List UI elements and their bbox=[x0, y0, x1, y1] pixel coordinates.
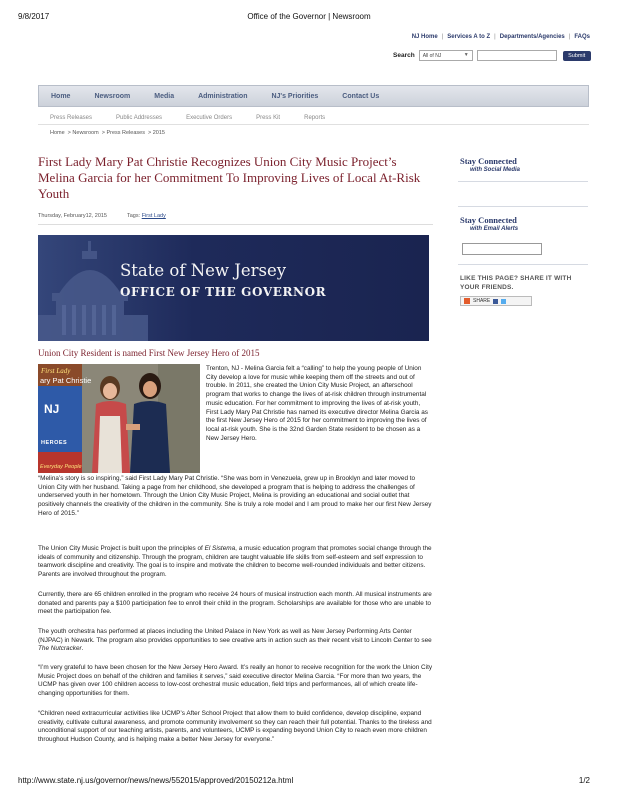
share-prompt: LIKE THIS PAGE? SHARE IT WITH YOUR FRIENDS. bbox=[460, 275, 572, 291]
photo-tagline: Everyday People bbox=[40, 464, 82, 470]
utility-nav bbox=[412, 34, 590, 40]
stay-connected-email-sub[interactable]: with Email Alerts bbox=[470, 226, 519, 232]
article-tags bbox=[127, 213, 166, 219]
article-date: Thursday, February12, 2015 bbox=[38, 213, 107, 219]
print-page-number: 1/2 bbox=[578, 776, 590, 785]
photo-heroes-label: HEROES bbox=[41, 440, 68, 446]
chevron-down-icon: ▼ bbox=[463, 52, 469, 58]
nav-media[interactable]: Media bbox=[154, 92, 175, 100]
banner-office-name: OFFICE OF THE GOVERNOR bbox=[120, 285, 327, 299]
paragraph-5-text: The youth orchestra has performed at places including the United Palace in New York as well as New Jersey Performing Arts Center (NJPAC) in Newark. The program also provides opportunities to see creative arts in action such as their recent visit to Lincoln Center to see bbox=[38, 628, 432, 644]
photo-nj-logo: NJ bbox=[44, 402, 60, 416]
stay-connected-social-heading[interactable]: Stay Connected bbox=[460, 156, 517, 166]
util-link-departments[interactable]: Departments/Agencies bbox=[499, 34, 565, 40]
paragraph-3-emphasis: El Sistema bbox=[204, 545, 236, 552]
email-signup-input[interactable] bbox=[462, 243, 542, 255]
paragraph-1: Trenton, NJ - Melina Garcia felt a “calling” to help the young people of Union City develop a love for music while keeping them off the streets and out of trouble. In 2011, she created the Union City Music Project, an afterschool program that works to change the lives of at-risk children through instrumental music education. For her commitment to improving the lives of at-risk youth, First Lady Mary Pat Christie has named its executive director Melina Garcia as the first New Jersey Hero of 2015 for her commitment to improving the lives of local at-risk youth. She is the 32nd Garden State resident to be chosen as a New Jersey Hero. bbox=[206, 365, 428, 442]
breadcrumb-press-releases[interactable]: > Press Releases bbox=[101, 130, 145, 136]
print-title: Office of the Governor | Newsroom bbox=[247, 12, 371, 21]
subnav-executive-orders[interactable]: Executive Orders bbox=[186, 114, 233, 121]
stay-connected-email-heading[interactable]: Stay Connected bbox=[460, 215, 517, 225]
tags-label: Tags: bbox=[127, 213, 141, 219]
facebook-icon bbox=[493, 299, 498, 304]
search-label: Search bbox=[393, 52, 415, 59]
photo-caption-first-lady: First Lady bbox=[41, 367, 71, 375]
page-title: First Lady Mary Pat Christie Recognizes Union City Music Project’s Melina Garcia for her Commitment To Improving Lives of Local At-Risk Youth bbox=[38, 154, 421, 201]
tag-link[interactable]: First Lady bbox=[141, 213, 166, 219]
share-label: SHARE bbox=[473, 298, 491, 304]
paragraph-3 bbox=[38, 545, 433, 580]
search-scope-value: All of NJ bbox=[422, 53, 442, 59]
paragraph-5-emphasis: The Nutcracker bbox=[38, 645, 82, 653]
sub-nav bbox=[38, 111, 589, 125]
paragraph-4: Currently, there are 65 children enrolled in the program who receive 24 hours of musical instruction each month. All musical instruments are donated and parents pay a $100 participation fee to enroll their child in the program. Scholarships are available for those who are unable to meet the participation fee. bbox=[38, 591, 432, 616]
util-link-faqs[interactable]: FAQs bbox=[574, 34, 590, 40]
article-subheading: Union City Resident is named First New Jersey Hero of 2015 bbox=[38, 348, 260, 358]
print-url: http://www.state.nj.us/governor/news/news/552015/approved/20150212a.html bbox=[18, 776, 294, 785]
util-separator: | bbox=[494, 34, 496, 40]
stay-connected-social-sub[interactable]: with Social Media bbox=[470, 167, 521, 173]
search-bar bbox=[393, 50, 591, 61]
paragraph-7: “Children need extracurricular activities like UCMP’s After School Project that allow them to build confidence, develop discipline, expand creativity, cultivate cultural awareness, and promote community involvement so they can reach their full potential. Thanks to the tireless and unconditional support of our teaching artists, parents, and volunteers, UCMP is expanding beyond Union City to reach even more children throughout Hudson County, and is helping make a better New Jersey for everyone.” bbox=[38, 710, 432, 744]
search-scope-select[interactable] bbox=[419, 50, 473, 61]
subnav-press-releases[interactable]: Press Releases bbox=[50, 114, 93, 121]
util-link-nj-home[interactable]: NJ Home bbox=[411, 34, 438, 40]
paragraph-6: “I’m very grateful to have been chosen for the New Jersey Hero Award. It’s really an honor to receive recognition for the work the Union City Music Project does on behalf of the children and families it serves,” said executive director Melina Garcia. “For more than two years, the UCMP has given over 100 children access to low-cost orchestral music education, field trips and performances, all of which create life-changing opportunities for them. bbox=[38, 664, 433, 698]
main-nav bbox=[38, 85, 589, 107]
paragraph-5 bbox=[38, 628, 433, 654]
photo-caption-name: ary Pat Christie bbox=[40, 376, 92, 385]
article-photo bbox=[38, 364, 200, 473]
nav-administration[interactable]: Administration bbox=[198, 92, 248, 100]
breadcrumb bbox=[50, 130, 165, 136]
paragraph-5-text-end: . bbox=[81, 645, 84, 653]
subnav-public-addresses[interactable]: Public Addresses bbox=[116, 114, 163, 121]
nav-home[interactable]: Home bbox=[51, 92, 71, 100]
nav-newsroom[interactable]: Newsroom bbox=[94, 92, 131, 100]
util-separator: | bbox=[568, 34, 571, 40]
share-icon bbox=[464, 298, 470, 304]
sidebar-divider bbox=[458, 181, 588, 182]
nav-priorities[interactable]: NJ's Priorities bbox=[271, 92, 319, 100]
divider bbox=[38, 224, 433, 225]
util-link-services[interactable]: Services A to Z bbox=[447, 34, 491, 40]
print-date: 9/8/2017 bbox=[18, 12, 50, 21]
paragraph-3-text-end: , a music education program that promotes social change through the ideals of community and citizenship. Through the program, children are taught valuable life skills from self-esteem and self expression to teamwork discipline and creativity. The goal is to inspire and motivate the children to become well-rounded individuals and better citizens. Parents are involved throughout the program. bbox=[38, 545, 432, 579]
subnav-press-kit[interactable]: Press Kit bbox=[256, 114, 281, 121]
paragraph-2: “Melina’s story is so inspiring,” said First Lady Mary Pat Christie. “She was born in Venezuela, grew up in Brooklyn and later moved to Union City with her husband. Taking a page from her childhood, she developed a program that is helping to address the challenges of underserved youth in her hometown. Through the Union City Music Project, Melina is providing an educational and social outlet that positively channels the creativity of the children in the community. She is truly a role model and I am proud to make her our first New Jersey Hero of 2015.” bbox=[38, 475, 432, 517]
breadcrumb-year[interactable]: > 2015 bbox=[147, 130, 165, 136]
util-separator: | bbox=[441, 34, 444, 40]
paragraph-3-text: The Union City Music Project is built upon the principles of bbox=[38, 545, 205, 552]
search-submit-button[interactable]: Submit bbox=[563, 51, 591, 61]
subnav-reports[interactable]: Reports bbox=[304, 114, 326, 121]
share-button[interactable] bbox=[460, 296, 532, 306]
sidebar-divider bbox=[458, 206, 588, 207]
search-input[interactable] bbox=[477, 50, 557, 61]
banner-state-name: State of New Jersey bbox=[120, 261, 287, 280]
breadcrumb-newsroom[interactable]: > Newsroom bbox=[67, 130, 99, 136]
nav-contact[interactable]: Contact Us bbox=[342, 92, 380, 100]
governor-banner bbox=[38, 235, 429, 341]
article-meta bbox=[38, 213, 433, 219]
twitter-icon bbox=[501, 299, 506, 304]
breadcrumb-home[interactable]: Home bbox=[50, 130, 65, 136]
sidebar-divider bbox=[458, 264, 588, 265]
